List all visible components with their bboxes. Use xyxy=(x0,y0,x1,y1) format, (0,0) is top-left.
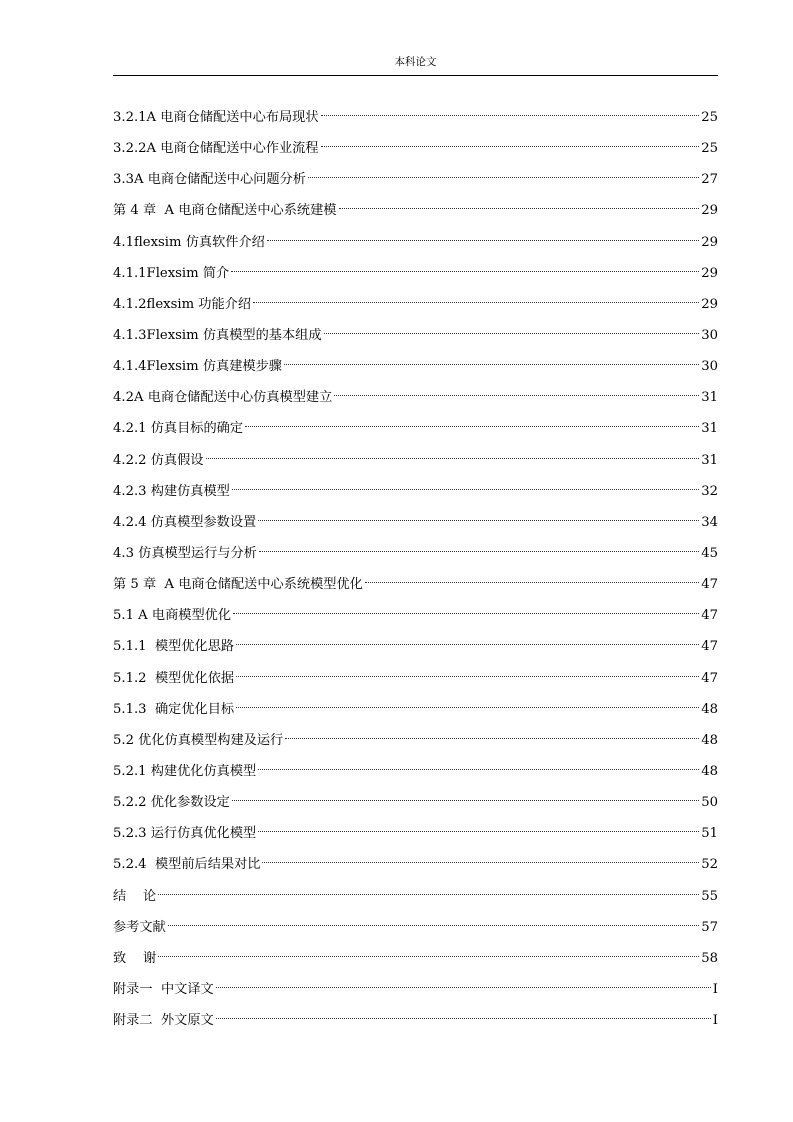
toc-entry-page: 50 xyxy=(701,795,718,811)
toc-dot-leader xyxy=(267,220,699,241)
toc-dot-leader xyxy=(308,157,699,178)
toc-entry-title: 4.1.3Flexsim 仿真模型的基本组成 xyxy=(113,327,322,343)
toc-dot-leader xyxy=(284,344,699,365)
toc-dot-leader xyxy=(245,406,699,427)
toc-entry-title: 参考文献 xyxy=(113,919,166,935)
toc-entry-title: 4.1.1Flexsim 简介 xyxy=(113,265,230,281)
toc-entry-page: 48 xyxy=(701,701,718,717)
toc-entry-title: 致 谢 xyxy=(113,950,157,966)
toc-dot-leader xyxy=(158,874,699,895)
toc-entry-page: 51 xyxy=(701,826,718,842)
toc-entry-title: 5.1 A 电商模型优化 xyxy=(113,608,232,624)
table-of-contents xyxy=(113,100,718,1034)
toc-entry-page: 25 xyxy=(701,110,718,125)
toc-entry[interactable] xyxy=(113,1003,718,1034)
toc-dot-leader xyxy=(216,998,711,1019)
toc-entry-page: 47 xyxy=(701,670,718,686)
toc-entry-title: 4.2.2 仿真假设 xyxy=(113,452,204,468)
toc-entry-title: 5.1.3 确定优化目标 xyxy=(113,701,235,717)
toc-entry-title: 3.3A 电商仓储配送中心问题分析 xyxy=(113,172,306,188)
toc-entry-page: I xyxy=(712,1013,718,1029)
toc-dot-leader xyxy=(262,842,699,863)
toc-entry-title: 4.1.4Flexsim 仿真建模步骤 xyxy=(113,359,282,375)
toc-entry-title: 5.2 优化仿真模型构建及运行 xyxy=(113,732,284,748)
toc-entry-title: 4.2.4 仿真模型参数设置 xyxy=(113,514,257,530)
toc-dot-leader xyxy=(236,656,699,677)
toc-entry-page: 47 xyxy=(701,608,718,624)
toc-entry-page: 32 xyxy=(701,483,718,499)
toc-entry-title: 结 论 xyxy=(113,888,157,904)
toc-entry-page: 29 xyxy=(701,296,718,312)
toc-entry-title: 4.1flexsim 仿真软件介绍 xyxy=(113,234,265,250)
toc-dot-leader xyxy=(334,375,699,396)
toc-entry-page: 48 xyxy=(701,732,718,748)
toc-entry-page: 30 xyxy=(701,359,718,375)
toc-entry-title: 第 5 章 A 电商仓储配送中心系统模型优化 xyxy=(113,577,363,593)
toc-dot-leader xyxy=(258,749,699,770)
toc-entry-page: 47 xyxy=(701,577,718,593)
toc-entry-page: 31 xyxy=(701,452,718,468)
toc-entry-title: 5.2.2 优化参数设定 xyxy=(113,795,230,811)
toc-entry-page: 34 xyxy=(701,514,718,530)
toc-entry-title: 4.2.1 仿真目标的确定 xyxy=(113,421,244,437)
header-title: 本科论文 xyxy=(394,56,437,68)
toc-dot-leader xyxy=(365,562,699,583)
toc-entry-page: 45 xyxy=(701,545,718,561)
toc-entry-title: 第 4 章 A 电商仓储配送中心系统建模 xyxy=(113,203,337,219)
toc-dot-leader xyxy=(258,811,699,832)
toc-dot-leader xyxy=(216,967,711,988)
toc-entry-title: 5.2.3 运行仿真优化模型 xyxy=(113,826,257,842)
toc-dot-leader xyxy=(253,282,699,303)
toc-dot-leader xyxy=(324,313,700,334)
toc-entry-page: 57 xyxy=(701,919,718,935)
toc-entry-title: 4.1.2flexsim 功能介绍 xyxy=(113,296,252,312)
toc-entry-title: 3.2.1A 电商仓储配送中心布局现状 xyxy=(113,110,319,125)
toc-entry-title: 4.2A 电商仓储配送中心仿真模型建立 xyxy=(113,390,333,406)
toc-entry-title: 3.2.2A 电商仓储配送中心作业流程 xyxy=(113,141,319,157)
toc-entry-page: 31 xyxy=(701,421,718,437)
toc-dot-leader xyxy=(158,936,699,957)
toc-dot-leader xyxy=(258,500,699,521)
toc-entry-page: 52 xyxy=(701,857,718,873)
toc-entry-title: 5.2.4 模型前后结果对比 xyxy=(113,857,261,873)
toc-dot-leader xyxy=(259,531,699,552)
toc-dot-leader xyxy=(232,780,699,801)
page-header xyxy=(113,55,718,76)
toc-entry-page: 58 xyxy=(701,950,718,966)
toc-dot-leader xyxy=(321,126,700,147)
toc-entry-title: 4.3 仿真模型运行与分析 xyxy=(113,545,257,561)
toc-dot-leader xyxy=(232,469,699,490)
toc-dot-leader xyxy=(231,251,699,272)
toc-dot-leader xyxy=(236,687,699,708)
toc-entry-page: 25 xyxy=(701,141,718,157)
toc-dot-leader xyxy=(236,624,699,645)
toc-entry-page: 48 xyxy=(701,763,718,779)
toc-dot-leader xyxy=(321,95,700,116)
toc-entry-title: 5.1.2 模型优化依据 xyxy=(113,670,235,686)
toc-dot-leader xyxy=(168,905,699,926)
toc-entry-title: 附录一 中文译文 xyxy=(113,981,214,997)
toc-dot-leader xyxy=(285,718,699,739)
toc-entry-page: 27 xyxy=(701,172,718,188)
toc-entry-title: 5.1.1 模型优化思路 xyxy=(113,639,235,655)
toc-entry-page: 29 xyxy=(701,203,718,219)
toc-entry-page: 31 xyxy=(701,390,718,406)
toc-entry-title: 附录二 外文原文 xyxy=(113,1013,214,1029)
toc-entry-page: 30 xyxy=(701,327,718,343)
toc-entry-page: 55 xyxy=(701,888,718,904)
toc-entry-page: I xyxy=(712,981,718,997)
toc-entry-title: 4.2.3 构建仿真模型 xyxy=(113,483,230,499)
toc-entry-title: 5.2.1 构建优化仿真模型 xyxy=(113,763,257,779)
toc-dot-leader xyxy=(339,188,700,209)
toc-entry-page: 47 xyxy=(701,639,718,655)
toc-entry-page: 29 xyxy=(701,265,718,281)
toc-entry-page: 29 xyxy=(701,234,718,250)
toc-dot-leader xyxy=(206,438,700,459)
toc-dot-leader xyxy=(233,593,699,614)
